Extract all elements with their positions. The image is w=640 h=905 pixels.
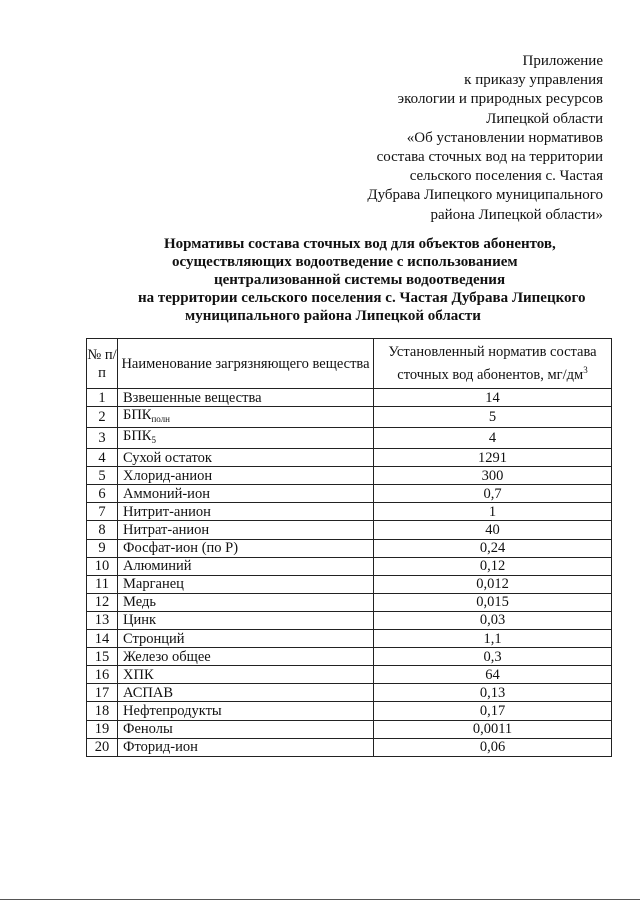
substance-name: Цинк (123, 612, 157, 629)
substance-name: Сухой остаток (123, 449, 212, 466)
row-num: 7 (87, 503, 118, 521)
substance-name: БПК (123, 428, 152, 445)
substance-subscript: полн (151, 414, 170, 425)
substance-name: ХПК (123, 666, 154, 683)
row-num: 12 (87, 593, 118, 611)
appendix-line: экологии и природных ресурсов (397, 91, 603, 108)
row-num: 16 (87, 666, 118, 684)
row-norm-value: 5 (374, 407, 612, 428)
substance-name: Взвешенные вещества (123, 389, 262, 406)
table-body (87, 389, 612, 757)
substance-name: Стронций (123, 630, 185, 647)
appendix-line: района Липецкой области» (430, 206, 603, 223)
row-substance (118, 539, 374, 557)
table-row (87, 666, 612, 684)
table-row (87, 702, 612, 720)
substance-name: Фосфат-ион (по Р) (123, 540, 239, 557)
row-substance (118, 575, 374, 593)
table-row (87, 557, 612, 575)
row-norm-value: 0,015 (374, 593, 612, 611)
substance-name: Фенолы (123, 721, 173, 738)
row-num: 10 (87, 557, 118, 575)
row-substance (118, 407, 374, 428)
substance-name: Нитрит-анион (123, 503, 211, 520)
substance-subscript: 5 (151, 435, 156, 446)
table-row (87, 630, 612, 648)
row-substance (118, 593, 374, 611)
row-num: 19 (87, 720, 118, 738)
title-line: Нормативы состава сточных вод для объектов абонентов, (164, 236, 556, 252)
row-norm-value: 40 (374, 521, 612, 539)
norms-table (86, 338, 612, 757)
row-norm-value: 0,17 (374, 702, 612, 720)
appendix-line: к приказу управления (464, 72, 603, 89)
substance-name: Марганец (123, 576, 184, 593)
header-num: № п/п (87, 339, 118, 389)
header-value (374, 339, 612, 389)
row-num: 14 (87, 630, 118, 648)
row-num: 13 (87, 611, 118, 629)
row-norm-value: 0,03 (374, 611, 612, 629)
substance-name: Нефтепродукты (123, 702, 222, 719)
row-norm-value: 0,012 (374, 575, 612, 593)
substance-name: Алюминий (123, 558, 192, 575)
table-row (87, 485, 612, 503)
row-norm-value: 0,13 (374, 684, 612, 702)
row-norm-value: 0,3 (374, 648, 612, 666)
row-norm-value: 0,06 (374, 738, 612, 756)
row-num: 18 (87, 702, 118, 720)
substance-name: Нитрат-анион (123, 522, 210, 539)
table-row (87, 467, 612, 485)
row-substance (118, 428, 374, 449)
title-line: централизованной системы водоотведения (214, 272, 506, 288)
row-num: 4 (87, 449, 118, 467)
row-num: 9 (87, 539, 118, 557)
table-row (87, 575, 612, 593)
header-value-sup: 3 (583, 365, 588, 375)
table-row (87, 611, 612, 629)
row-num: 5 (87, 467, 118, 485)
row-substance (118, 648, 374, 666)
row-norm-value: 0,0011 (374, 720, 612, 738)
row-num: 11 (87, 575, 118, 593)
table-row (87, 593, 612, 611)
row-substance (118, 503, 374, 521)
row-substance (118, 684, 374, 702)
row-num: 8 (87, 521, 118, 539)
substance-name: Фторид-ион (123, 739, 198, 756)
table-row (87, 539, 612, 557)
table-row (87, 738, 612, 756)
row-num: 1 (87, 389, 118, 407)
table-row (87, 684, 612, 702)
table-row (87, 449, 612, 467)
row-num: 15 (87, 648, 118, 666)
row-norm-value: 1291 (374, 449, 612, 467)
row-substance (118, 630, 374, 648)
row-norm-value: 0,24 (374, 539, 612, 557)
row-substance (118, 738, 374, 756)
header-name: Наименование загрязняющего вещества (118, 339, 374, 389)
row-norm-value: 4 (374, 428, 612, 449)
row-substance (118, 720, 374, 738)
row-norm-value: 0,7 (374, 485, 612, 503)
row-substance (118, 389, 374, 407)
title-line: муниципального района Липецкой области (185, 308, 481, 324)
table-header-row (87, 339, 612, 389)
table-row (87, 521, 612, 539)
row-num: 3 (87, 428, 118, 449)
row-substance (118, 557, 374, 575)
row-num: 2 (87, 407, 118, 428)
appendix-line: Дубрава Липецкого муниципального (367, 187, 603, 204)
substance-name: АСПАВ (123, 684, 174, 701)
row-substance (118, 449, 374, 467)
substance-name: БПК (123, 407, 152, 424)
substance-name: Медь (123, 594, 156, 611)
row-norm-value: 300 (374, 467, 612, 485)
page-bottom-divider (0, 899, 640, 900)
appendix-line: Приложение (522, 53, 603, 69)
row-norm-value: 0,12 (374, 557, 612, 575)
row-substance (118, 485, 374, 503)
table-row (87, 389, 612, 407)
appendix-block (283, 52, 603, 225)
row-norm-value: 1,1 (374, 630, 612, 648)
substance-name: Хлорид-анион (123, 467, 213, 484)
substance-name: Железо общее (123, 648, 211, 665)
header-value-text: Установленный норматив состава сточных вод абонентов, мг/дм (388, 344, 597, 383)
row-num: 17 (87, 684, 118, 702)
row-norm-value: 64 (374, 666, 612, 684)
row-norm-value: 1 (374, 503, 612, 521)
table-row (87, 648, 612, 666)
table-row (87, 720, 612, 738)
appendix-line: состава сточных вод на территории (376, 149, 603, 166)
row-substance (118, 611, 374, 629)
row-substance (118, 521, 374, 539)
row-substance (118, 666, 374, 684)
title-line: на территории сельского поселения с. Частая Дубрава Липецкого (138, 290, 586, 306)
table-row (87, 428, 612, 449)
appendix-line: Липецкой области (486, 110, 603, 127)
row-num: 20 (87, 738, 118, 756)
title-line: осуществляющих водоотведение с использованием (172, 254, 518, 270)
table-row (87, 407, 612, 428)
appendix-line: «Об установлении нормативов (406, 129, 603, 146)
table-row (87, 503, 612, 521)
substance-name: Аммоний-ион (123, 485, 210, 502)
row-norm-value: 14 (374, 389, 612, 407)
row-substance (118, 702, 374, 720)
row-num: 6 (87, 485, 118, 503)
row-substance (118, 467, 374, 485)
appendix-line: сельского поселения с. Частая (409, 168, 603, 185)
